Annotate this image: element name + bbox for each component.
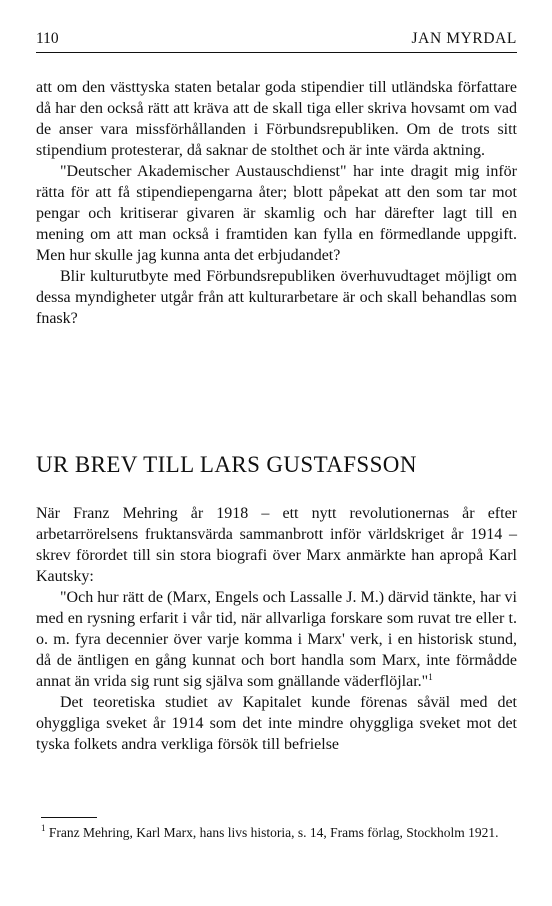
running-head (36, 30, 517, 50)
page-number: 110 (36, 30, 59, 47)
running-title: JAN MYRDAL (411, 30, 517, 47)
header-rule (36, 52, 517, 53)
paragraph: Det teoretiska studiet av Kapitalet kunde förenas såväl med det ohyggliga sveket år 1914 som det inte mindre ohyggliga sveket mot det tyska folkets andra verkliga försök till befrielse (36, 694, 517, 753)
footnote-marker: 1 (41, 823, 46, 833)
mehring-quote: "Och hur rätt de (Marx, Engels och Lassalle J. M.) därvid tänkte, har vi med en rysning erfarit i vår tid, när allvarliga forskare som ruvat tre eller t. o. m. fyra decennier över varje komma i Marx' verk, i en historisk stund, då de äntligen en gång kunnat och bort handla som Marx, inte förmådde annat än vrida sig runt sig själva som gnällande väderflöjlar." (36, 589, 517, 690)
section-2-text (36, 503, 517, 755)
book-page (36, 30, 517, 840)
paragraph: att om den västtyska staten betalar goda stipendier till utländska författare då har den också rätt att kräva att de skall tiga eller skriva hovsamt om vad de anser vara missförhållanden i Förbundsrepubliken. Om de trots sitt stipendium protesterar, då saknar de stolthet och är inte värda aktning. (36, 79, 517, 159)
section-heading: UR BREV TILL LARS GUSTAFSSON (36, 452, 417, 477)
footnote-text: Franz Mehring, Karl Marx, hans livs historia, s. 14, Frams förlag, Stockholm 1921. (48, 825, 499, 840)
paragraph: När Franz Mehring år 1918 – ett nytt revolutionernas år efter arbetarrörelsens fruktansvärda sammanbrott inför världskriget år 1914 – skrev förordet till sin stora biografi över Marx anmärkte han apropå Karl Kautsky: (36, 505, 517, 585)
quote-paragraph (36, 587, 517, 692)
footnote-rule (41, 817, 97, 818)
paragraph: "Deutscher Akademischer Austauschdienst" har inte dragit mig inför rätta för att få stipendiepengarna åter; blott påpekat att den som tar mot pengar och kritiserar givaren är skamlig och har därefter lagt till en mening om att man också i framtiden kan fylla en förmedlande uppgift. Men hur skulle jag kunna anta det erbjudandet? (36, 163, 517, 264)
footnote-reference: 1 (428, 672, 433, 682)
paragraph: Blir kulturutbyte med Förbundsrepubliken överhuvudtaget möjligt om dessa myndigheter utgår från att kulturarbetare är och skall behandlas som fnask? (36, 268, 517, 327)
footnote (41, 822, 517, 843)
section-1-text (36, 77, 517, 329)
